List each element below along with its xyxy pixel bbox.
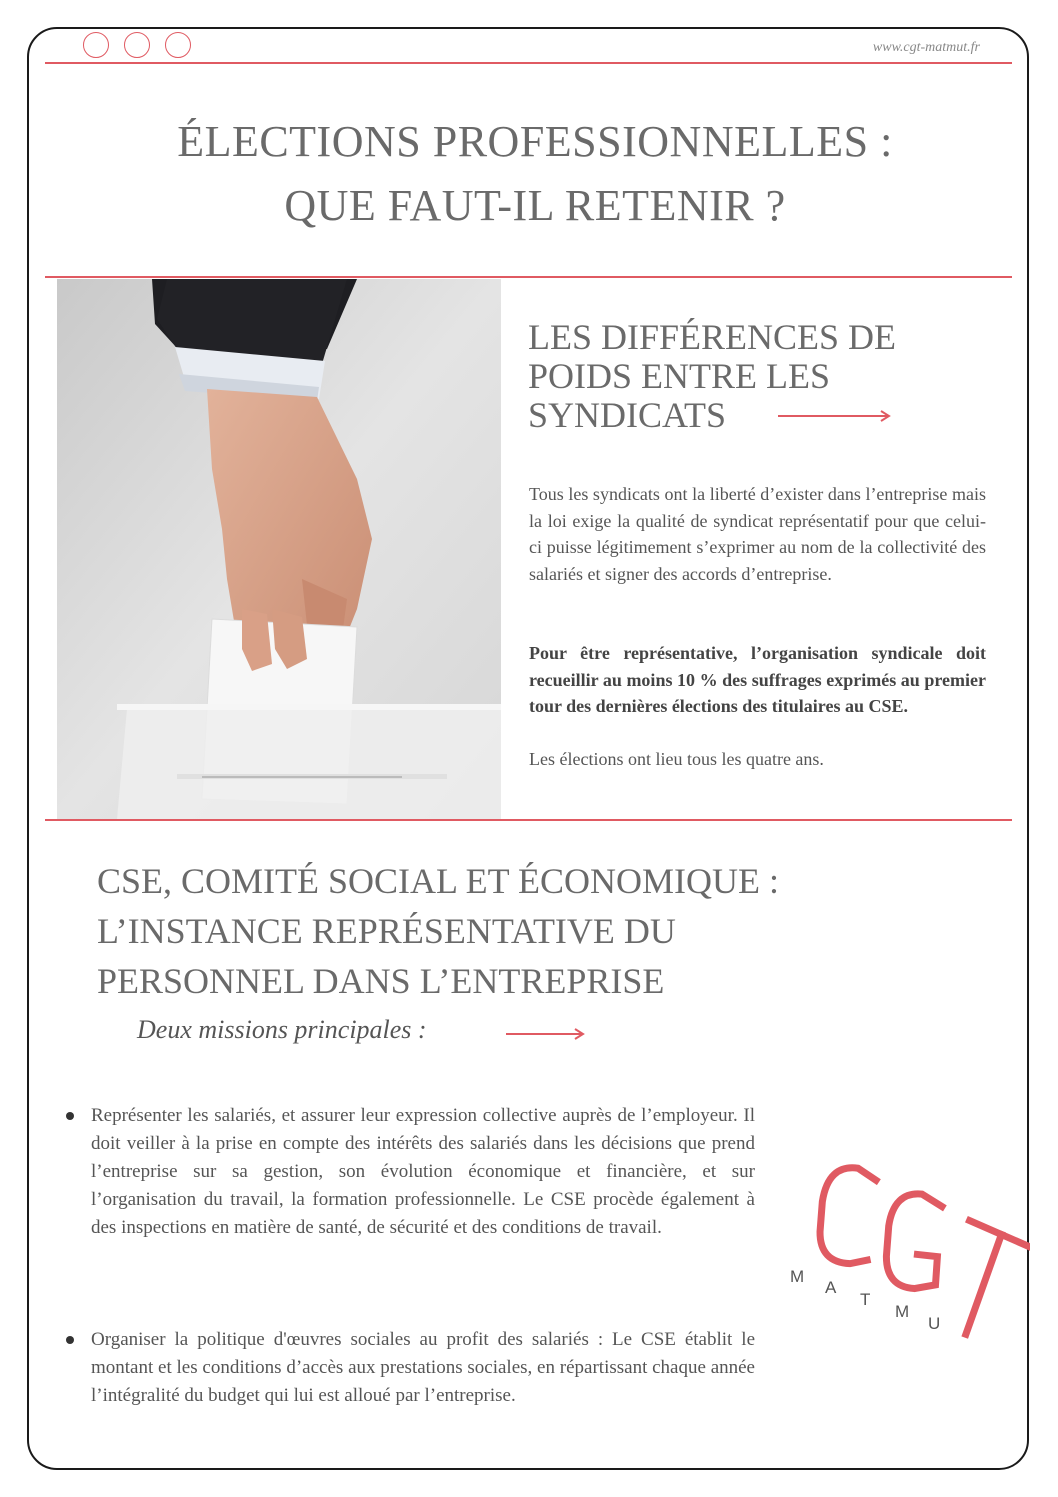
logo-letter: M (790, 1267, 805, 1286)
bullet-dot-icon (66, 1336, 74, 1344)
section-2-heading (97, 856, 977, 1006)
section-rule-middle (45, 819, 1012, 821)
decorative-circle-2 (124, 32, 150, 58)
section-1-paragraph: Tous les syndicats ont la liberté d’exister dans l’entreprise mais la loi exige la qualité de syndicat représentatif pour que celui-ci puisse légitimement s’exprimer au nom de la collectivité des salariés et signer des accords d’entreprise. (529, 484, 986, 584)
ballot-photo-illustration (57, 279, 501, 819)
section-1-heading-line-3: SYNDICATS (528, 395, 727, 435)
page-title-line-2: QUE FAUT-IL RETENIR ? (284, 181, 786, 230)
section-1-bold-text: Pour être représentative, l’organisation syndicale doit recueillir au moins 10 % des suffrages exprimés au premier tour des dernières élections des titulaires au CSE. (529, 643, 986, 716)
section-2-heading-line-1: CSE, COMITÉ SOCIAL ET ÉCONOMIQUE : (97, 861, 779, 901)
mission-item-1: Représenter les salariés, et assurer leur expression collective auprès de l’employeur. Il doit veiller à la prise en compte des intérêts des salariés dans les décisions que prend l’entreprise sur sa gestion, son évolution économique et financière, et sur l’organisation du travail, la formation professionnelle. Le CSE procède également à des inspections en matière de santé, de sécurité et des conditions de travail. (91, 1105, 755, 1238)
page-title-line-1: ÉLECTIONS PROFESSIONNELLES : (177, 117, 893, 166)
decorative-circle-3 (165, 32, 191, 58)
page-title (60, 110, 1010, 238)
section-2-heading-line-3: PERSONNEL DANS L’ENTREPRISE (97, 961, 665, 1001)
section-1-heading-line-2: POIDS ENTRE LES (528, 356, 831, 396)
logo-letter: A (825, 1278, 837, 1297)
section-2-heading-line-2: L’INSTANCE REPRÉSENTATIVE DU (97, 911, 676, 951)
mission-item-2: Organiser la politique d'œuvres sociales au profit des salariés : Le CSE établit le montant et les conditions d’accès aux prestations sociales, en répartissant chaque année l’intégralité du budget qui lui est alloué par l’entreprise. (91, 1329, 755, 1406)
header-rule (45, 62, 1012, 64)
arrow-right-icon (778, 409, 893, 423)
section-1-bold-paragraph (529, 640, 986, 720)
section-2-subtitle: Deux missions principales : (137, 1015, 427, 1044)
cgt-matmut-logo (780, 1160, 1030, 1360)
logo-letter: M (895, 1302, 910, 1321)
logo-letter: U (928, 1314, 941, 1333)
logo-letter: T (860, 1290, 871, 1309)
decorative-circle-1 (83, 32, 109, 58)
website-url[interactable]: www.cgt-matmut.fr (872, 40, 980, 55)
section-1-heading-line-1: LES DIFFÉRENCES DE (528, 317, 897, 357)
section-1-note: Les élections ont lieu tous les quatre ans. (529, 749, 824, 769)
arrow-right-icon (506, 1027, 586, 1041)
section-rule-top (45, 276, 1012, 278)
ballot-box-photo (57, 279, 501, 819)
bullet-dot-icon (66, 1112, 74, 1120)
